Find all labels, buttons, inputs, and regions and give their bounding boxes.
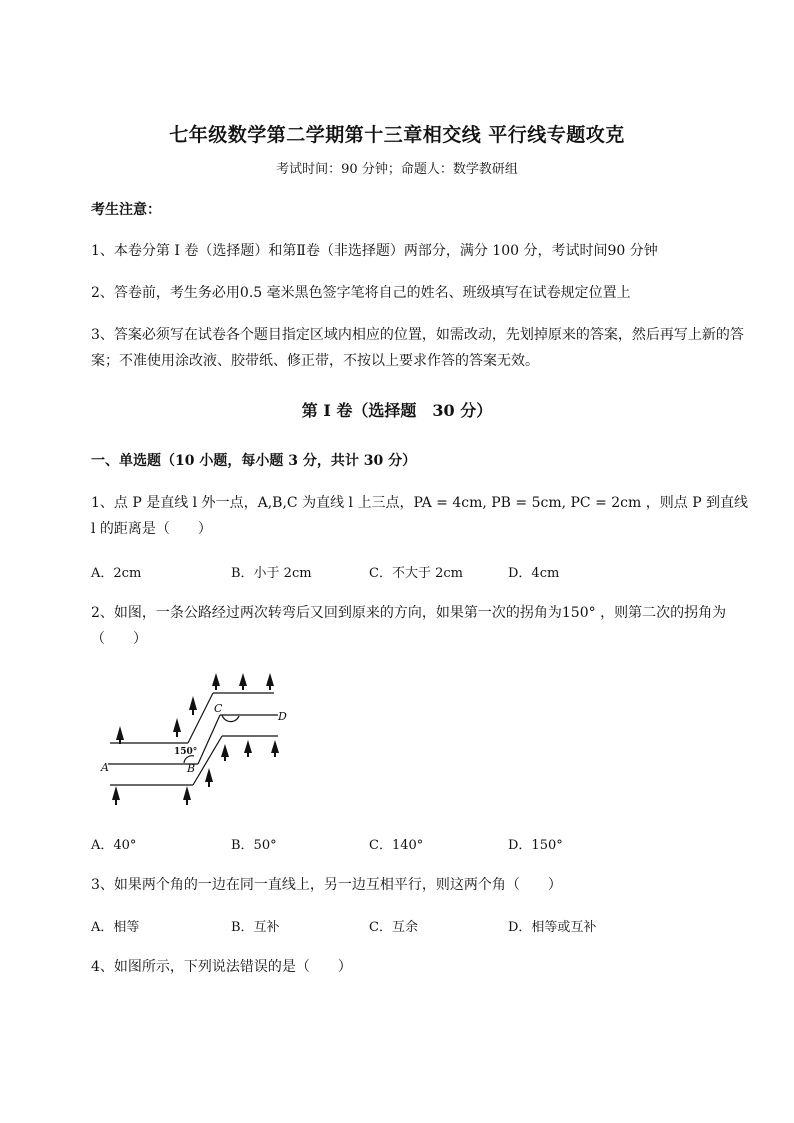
question-4-text: 4、如图所示，下列说法错误的是（ ） <box>91 959 352 975</box>
tree-icon <box>266 673 274 686</box>
section-title: 第 I 卷（选择题 30 分） <box>301 401 493 420</box>
notice-heading: 考生注意： <box>91 202 161 218</box>
tree-icon <box>173 718 181 732</box>
tree-icon <box>239 673 247 686</box>
tree-icon <box>112 786 120 800</box>
q2-option-b[interactable]: B．50° <box>231 838 277 853</box>
q3-option-c[interactable]: C．互余 <box>369 920 418 935</box>
question-1-options <box>91 562 751 586</box>
label-c: C <box>214 702 223 715</box>
q1-option-a[interactable]: A．2cm <box>91 566 142 581</box>
label-d: D <box>278 710 287 723</box>
notice-item-3: 3、答案必须写在试卷各个题目指定区域内相应的位置，如需改动，先划掉原来的答案，然后再写上新的答案；不准使用涂改液、胶带纸、修正带，不按以上要求作答的答案无效。 <box>91 327 744 369</box>
q1-option-c[interactable]: C．不大于 2cm <box>369 566 463 581</box>
question-1-text: 1、点 P 是直线 l 外一点，A,B,C 为直线 l 上三点，PA = 4cm, PB = 5cm, PC = 2cm ，则点 P 到直线 l 的距离是（ ） <box>91 495 749 537</box>
tree-icon <box>244 740 252 753</box>
road-turn-figure <box>98 668 288 818</box>
tree-icon <box>116 726 124 740</box>
q2-option-c[interactable]: C．140° <box>369 838 424 853</box>
tree-icon <box>189 696 197 710</box>
question-2-text: 2、如图，一条公路经过两次转弯后又回到原来的方向，如果第一次的拐角为150° ，则第二次的拐角为（ ） <box>91 605 727 647</box>
q1-option-b[interactable]: B．小于 2cm <box>231 566 312 581</box>
tree-icon <box>221 744 229 757</box>
tree-icon <box>205 768 213 782</box>
tree-icon <box>183 786 191 800</box>
tree-icon <box>271 740 279 753</box>
notice-item-1: 1、本卷分第 I 卷（选择题）和第Ⅱ卷（非选择题）两部分，满分 100 分，考试时间90 分钟 <box>91 243 658 259</box>
question-3-text: 3、如果两个角的一边在同一直线上，另一边互相平行，则这两个角（ ） <box>91 877 562 893</box>
page-title: 七年级数学第二学期第十三章相交线 平行线专题攻克 <box>169 124 625 146</box>
question-2-options <box>91 834 751 858</box>
question-3-options <box>91 916 751 940</box>
label-a: A <box>101 761 109 774</box>
q3-option-d[interactable]: D．相等或互补 <box>508 920 597 935</box>
q1-option-d[interactable]: D．4cm <box>508 566 560 581</box>
q2-option-a[interactable]: A．40° <box>91 838 137 853</box>
q3-option-b[interactable]: B．互补 <box>231 920 280 935</box>
part-heading: 一、单选题（10 小题，每小题 3 分，共计 30 分） <box>91 453 417 469</box>
exam-subtitle: 考试时间：90 分钟；命题人：数学教研组 <box>276 162 518 177</box>
notice-item-2: 2、答卷前，考生务必用0.5 毫米黑色签字笔将自己的姓名、班级填写在试卷规定位置上 <box>91 285 631 301</box>
tree-icon <box>212 673 220 686</box>
angle-label: 150° <box>174 747 198 757</box>
label-b: B <box>187 762 196 775</box>
q2-option-d[interactable]: D．150° <box>508 838 563 853</box>
q3-option-a[interactable]: A．相等 <box>91 920 140 935</box>
